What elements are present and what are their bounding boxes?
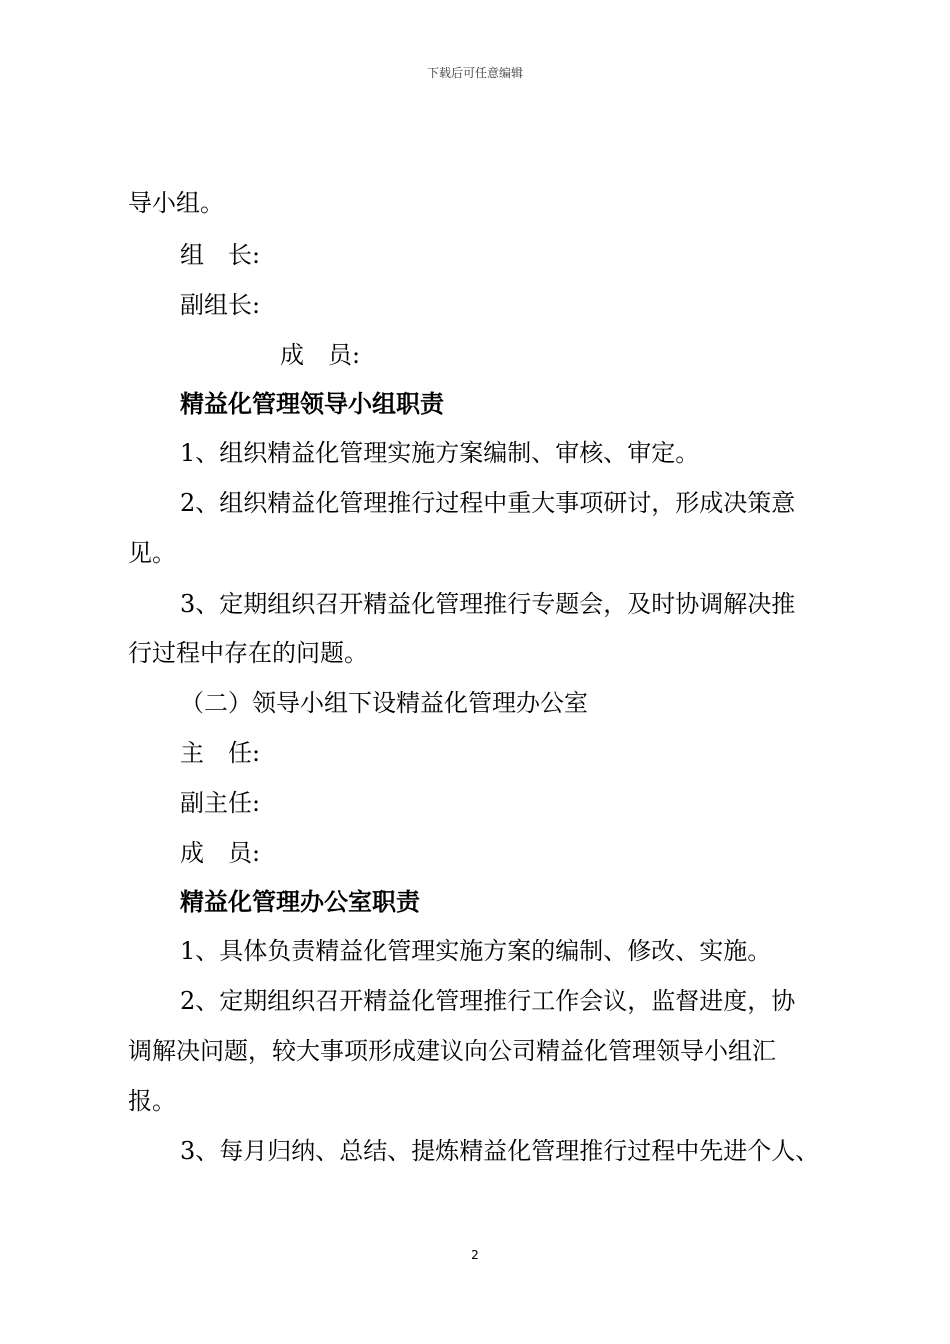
text-line: 导小组。 [128,189,224,217]
section-heading: 精益化管理领导小组职责 [180,389,444,418]
role-office-members: 成 员: [180,839,261,867]
paragraph-line: 1、组织精益化管理实施方案编制、审核、审定。 [180,439,700,467]
subsection-title: （二）领导小组下设精益化管理办公室 [180,689,588,717]
role-members: 成 员: [280,341,361,369]
section-heading: 精益化管理办公室职责 [180,887,420,916]
paragraph-line: 1、具体负责精益化管理实施方案的编制、修改、实施。 [180,937,772,965]
paragraph-line: 3、定期组织召开精益化管理推行专题会，及时协调解决推 [180,590,796,618]
paragraph-line: 调解决问题，较大事项形成建议向公司精益化管理领导小组汇 [128,1037,776,1065]
page-number: 2 [471,1248,479,1262]
page-header: 下载后可任意编辑 [426,66,523,80]
paragraph-line: 2、组织精益化管理推行过程中重大事项研讨，形成决策意 [180,489,796,517]
paragraph-line: 3、每月归纳、总结、提炼精益化管理推行过程中先进个人、 [180,1137,820,1165]
role-director: 主 任: [180,739,261,767]
paragraph-line: 行过程中存在的问题。 [128,639,368,667]
role-leader: 组 长: [180,241,261,269]
role-deputy-director: 副主任: [180,789,261,817]
role-deputy-leader: 副组长: [180,291,261,319]
paragraph-line: 报。 [128,1087,176,1115]
paragraph-line: 见。 [128,539,176,567]
paragraph-line: 2、定期组织召开精益化管理推行工作会议，监督进度，协 [180,987,796,1015]
